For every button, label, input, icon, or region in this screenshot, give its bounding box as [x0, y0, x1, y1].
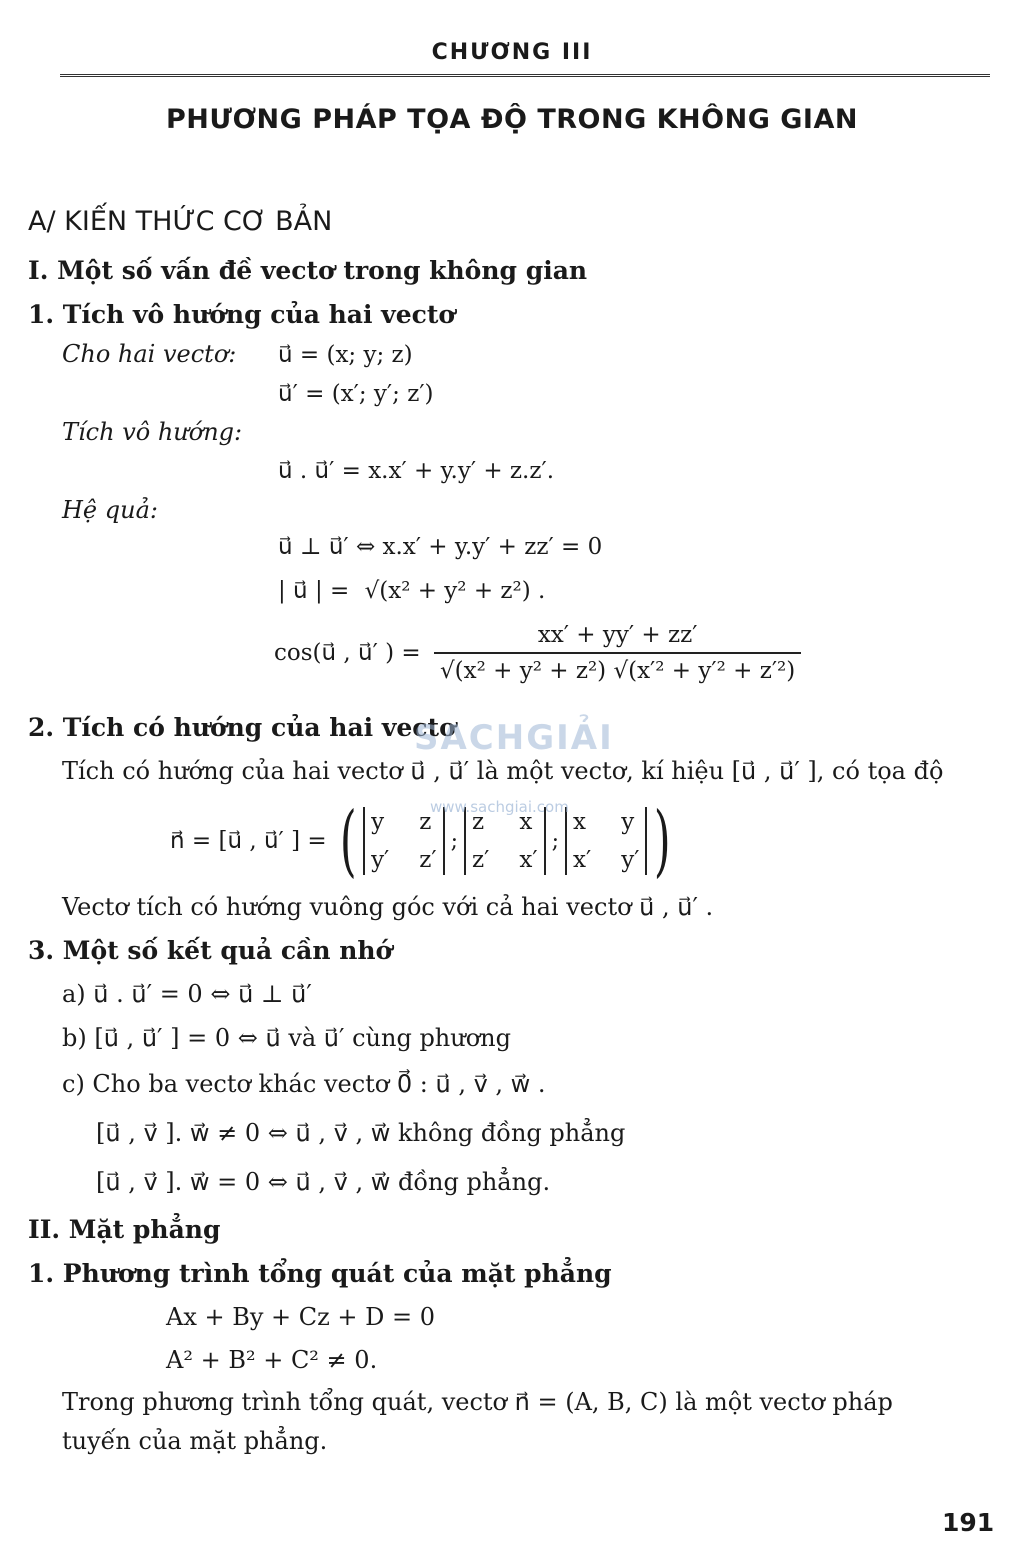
page-number: 191	[942, 1508, 995, 1537]
dot-product-heading: 1. Tích vô hướng của hai vectơ	[28, 300, 456, 329]
page-title: PHƯƠNG PHÁP TỌA ĐỘ TRONG KHÔNG GIAN	[166, 104, 858, 135]
plane-condition: A² + B² + C² ≠ 0.	[166, 1346, 378, 1374]
cross-product-heading: 2. Tích có hướng của hai vectơ	[28, 713, 456, 742]
chapter-label: CHƯƠNG III	[431, 40, 593, 65]
cos-fraction	[434, 622, 801, 684]
watermark-brand: SACHGIẢI	[414, 718, 614, 758]
cosine-formula	[274, 622, 801, 684]
part1-heading: I. Một số vấn đề vectơ trong không gian	[28, 256, 588, 285]
result-c2: [u⃗ , v⃗ ]. w⃗ = 0 ⇔ u⃗ , v⃗ , w⃗ đồng phẳng.	[96, 1168, 551, 1196]
vector-u2-def: u⃗′ = (x′; y′; z′)	[278, 381, 434, 407]
cross-product-formula: n⃗ = [u⃗ , u⃗′ ] = ( y z y′ z′ ; z x z′ x′ ; x y x′ y′ )	[170, 796, 672, 886]
n-left: n⃗ = [u⃗ , u⃗′ ] =	[170, 828, 327, 854]
norm-left: | u⃗ | =	[278, 578, 350, 604]
cross-product-note: Vectơ tích có hướng vuông góc với cả hai vectơ u⃗ , u⃗′ .	[62, 893, 714, 921]
vector-u-def: u⃗ = (x; y; z)	[278, 342, 413, 368]
right-paren: )	[654, 796, 672, 886]
normal-vector-text-2: tuyến của mặt phẳng.	[62, 1427, 328, 1455]
result-c1: [u⃗ , v⃗ ]. w⃗ ≠ 0 ⇔ u⃗ , v⃗ , w⃗ không đồng phẳng	[96, 1119, 626, 1147]
perpendicular-formula: u⃗ ⊥ u⃗′ ⇔ x.x′ + y.y′ + zz′ = 0	[278, 534, 603, 560]
cos-numerator: xx′ + yy′ + zz′	[434, 622, 801, 654]
plane-equation: Ax + By + Cz + D = 0	[166, 1303, 436, 1331]
section-a-heading: A/ KIẾN THỨC CƠ BẢN	[28, 206, 333, 237]
determinant-2: z x z′ x′	[464, 807, 546, 875]
results-heading: 3. Một số kết quả cần nhớ	[28, 936, 393, 965]
result-b: b) [u⃗ , u⃗′ ] = 0 ⇔ u⃗ và u⃗′ cùng phương	[62, 1024, 511, 1052]
result-c: c) Cho ba vectơ khác vectơ 0⃗ : u⃗ , v⃗ , w⃗ .	[62, 1070, 546, 1098]
left-paren: (	[339, 796, 357, 886]
normal-vector-text-1: Trong phương trình tổng quát, vectơ n⃗ = (A, B, C) là một vectơ pháp	[62, 1388, 893, 1416]
norm-right: √(x² + y² + z²) .	[364, 578, 546, 604]
dot-label: Tích vô hướng:	[62, 418, 243, 446]
header-rule	[60, 74, 990, 77]
norm-formula	[278, 578, 545, 604]
cos-left: cos(u⃗ , u⃗′ ) =	[274, 640, 421, 666]
watermark-url: www.sachgiai.com	[430, 798, 569, 816]
given-label: Cho hai vectơ:	[62, 340, 237, 368]
cross-product-text: Tích có hướng của hai vectơ u⃗ , u⃗′ là một vectơ, kí hiệu [u⃗ , u⃗′ ], có tọa độ	[62, 757, 944, 785]
dot-formula: u⃗ . u⃗′ = x.x′ + y.y′ + z.z′.	[278, 458, 555, 484]
plane-equation-heading: 1. Phương trình tổng quát của mặt phẳng	[28, 1259, 612, 1288]
part2-heading: II. Mặt phẳng	[28, 1215, 221, 1244]
determinant-1: y z y′ z′	[363, 807, 445, 875]
determinant-3: x y x′ y′	[565, 807, 647, 875]
result-a: a) u⃗ . u⃗′ = 0 ⇔ u⃗ ⊥ u⃗′	[62, 980, 312, 1008]
corollary-label: Hệ quả:	[62, 496, 158, 524]
cos-denominator: √(x² + y² + z²) √(x′² + y′² + z′²)	[440, 658, 796, 684]
